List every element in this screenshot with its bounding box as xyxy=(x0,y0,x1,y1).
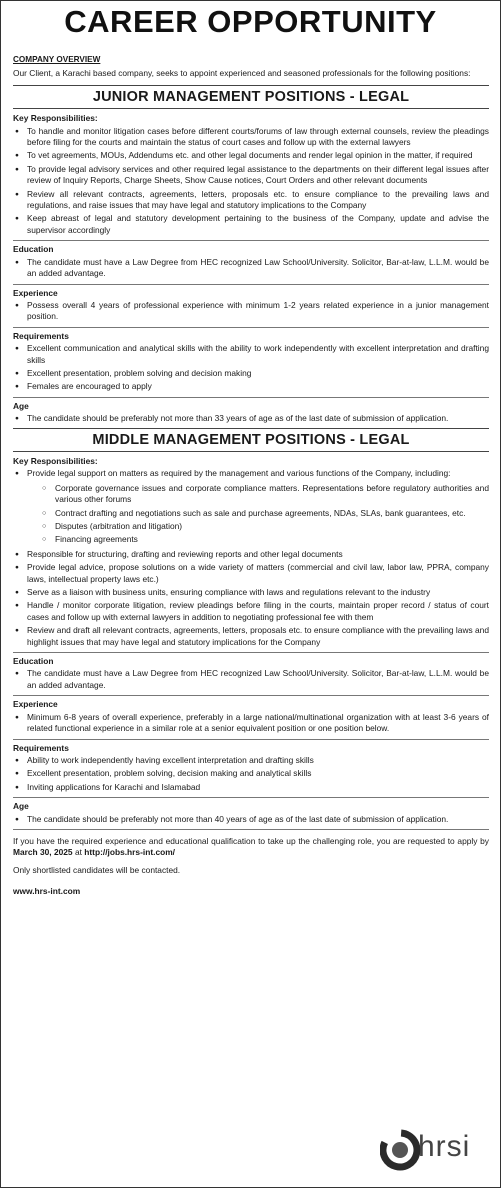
apply-at: at xyxy=(74,847,82,858)
list-item: ● The candidate must have a Law Degree from HEC recognized Law School/University. Solicitor, Bar-at-law, L.L.M. would be an added advantage. xyxy=(13,257,489,280)
junior-key-resp-heading: Key Responsibilities: xyxy=(13,113,98,124)
divider xyxy=(13,829,489,830)
apply-text: If you have the required experience and educational qualification to take up the challenging role, you are requested to apply by xyxy=(13,835,489,846)
divider xyxy=(13,284,489,285)
middle-age-heading: Age xyxy=(13,801,29,812)
logo-text: hrsi xyxy=(418,1130,471,1163)
overview-heading: COMPANY OVERVIEW xyxy=(13,55,101,64)
list-item: ● Handle / monitor corporate litigation, review pleadings before filing in the courts, maintain proper record / status of court cases and follow up with external lawyers in addition to negotiating professional fee with them xyxy=(13,600,489,623)
list-item: ● Possess overall 4 years of professional experience with minimum 1-2 years related experience in a junior management position. xyxy=(13,300,489,323)
sub-list-item: ○ Contract drafting and negotiations such as sale and purchase agreements, NDAs, SLAs, bank guarantees, etc. xyxy=(27,508,489,519)
apply-instructions xyxy=(13,836,489,859)
junior-key-resp-list xyxy=(13,126,489,237)
list-item: ● Keep abreast of legal and statutory development pertaining to the business of the Company, update and advise the supervisor accordingly xyxy=(13,213,489,236)
divider xyxy=(13,739,489,740)
deadline: March 30, 2025 xyxy=(13,847,73,858)
divider xyxy=(13,240,489,241)
sub-list-item: ○ Financing agreements xyxy=(27,534,489,545)
list-item: ● Serve as a liaison with business units, ensuring compliance with laws and regulations relevant to the industry xyxy=(13,587,489,598)
junior-requirements-heading: Requirements xyxy=(13,330,69,341)
page-title: CAREER OPPORTUNITY xyxy=(64,4,437,39)
middle-education-heading: Education xyxy=(13,656,54,667)
list-item: ● Excellent presentation, problem solving and decision making xyxy=(13,368,489,379)
list-item: ● To vet agreements, MOUs, Addendums etc. and other legal documents and render legal opinion in the matter, if required xyxy=(13,150,489,161)
junior-education-list xyxy=(13,257,489,280)
closing-block xyxy=(13,836,489,898)
middle-experience-heading: Experience xyxy=(13,699,58,710)
middle-key-resp-list xyxy=(13,468,489,648)
middle-requirements-list xyxy=(13,755,489,793)
list-item: ● Excellent communication and analytical skills with the ability to work independently with excellent interpretation and drafting skills xyxy=(13,343,489,366)
list-item: ● Review and draft all relevant contracts, agreements, letters, proposals etc. to ensure compliance with the prevailing laws and highlight issues that may have legal and statutory implications for the Company xyxy=(13,625,489,648)
junior-age-list xyxy=(13,413,489,424)
list-item: ● To provide legal advisory services and other required legal assistance to the departments on their different legal issues after review of Inquiry Reports, Charge Sheets, Show Cause notices, Court Orders and other relevant documents xyxy=(13,164,489,187)
list-item: ● Review all relevant contracts, agreements, letters, proposals etc. to ensure compliance to the prevailing laws and regulations, and raise issues that may have legal and statutory implications to the Company xyxy=(13,189,489,212)
list-item: ● To handle and monitor litigation cases before different courts/forums of law through external counsels, review the pleadings before filing for the courts and maintain the status of court cases and follow up with the external lawyers xyxy=(13,126,489,149)
junior-age-heading: Age xyxy=(13,400,29,411)
ad-content xyxy=(13,54,489,898)
junior-requirements-list xyxy=(13,343,489,393)
middle-key-resp-sublist xyxy=(27,483,489,546)
divider xyxy=(13,652,489,653)
website-link[interactable]: www.hrs-int.com xyxy=(13,886,81,897)
apply-link[interactable]: http://jobs.hrs-int.com/ xyxy=(84,847,175,858)
middle-section-title: MIDDLE MANAGEMENT POSITIONS - LEGAL xyxy=(13,428,489,452)
junior-education-heading: Education xyxy=(13,244,54,255)
list-item xyxy=(13,468,489,545)
list-item: ● Minimum 6-8 years of overall experience, preferably in a large national/multinational organization with at least 3-6 years of related functional experience in a similar role at a senior equivalent position or one position below. xyxy=(13,712,489,735)
list-item: ● The candidate should be preferably not more than 33 years of age as of the last date of submission of application. xyxy=(13,413,489,424)
junior-section-title: JUNIOR MANAGEMENT POSITIONS - LEGAL xyxy=(13,85,489,109)
divider xyxy=(13,327,489,328)
divider xyxy=(13,797,489,798)
list-item: ● The candidate must have a Law Degree from HEC recognized Law School/University. Solicitor, Bar-at-law, L.L.M. would be an added advantage. xyxy=(13,668,489,691)
list-item: ● Females are encouraged to apply xyxy=(13,381,489,392)
list-item: ● Ability to work independently having excellent interpretation and drafting skills xyxy=(13,755,489,766)
middle-key-resp-heading: Key Responsibilities: xyxy=(13,455,98,466)
list-item: ● Responsible for structuring, drafting and reviewing reports and other legal documents xyxy=(13,549,489,560)
shortlist-note: Only shortlisted candidates will be contacted. xyxy=(13,864,181,875)
middle-experience-list xyxy=(13,712,489,735)
divider xyxy=(13,695,489,696)
junior-experience-list xyxy=(13,300,489,323)
junior-experience-heading: Experience xyxy=(13,287,58,298)
sub-list-item: ○ Corporate governance issues and corporate compliance matters. Representations before regulatory authorities and various other forums xyxy=(27,483,489,506)
list-item: ● Inviting applications for Karachi and Islamabad xyxy=(13,782,489,793)
overview-text: Our Client, a Karachi based company, seeks to appoint experienced and seasoned professionals for the following positions: xyxy=(13,68,471,79)
middle-requirements-heading: Requirements xyxy=(13,742,69,753)
middle-education-list xyxy=(13,668,489,691)
divider xyxy=(13,397,489,398)
list-item: ● Provide legal advice, propose solutions on a wide variety of matters (commercial and civil law, labor law, PPRA, company laws, intellectual property laws etc.) xyxy=(13,562,489,585)
list-item-text: Provide legal support on matters as required by the management and various functions of the Company, including: xyxy=(27,468,451,479)
middle-age-list xyxy=(13,814,489,825)
list-item: ● The candidate should be preferably not more than 40 years of age as of the last date of submission of application. xyxy=(13,814,489,825)
list-item: ● Excellent presentation, problem solving, decision making and analytical skills xyxy=(13,768,489,779)
sub-list-item: ○ Disputes (arbitration and litigation) xyxy=(27,521,489,532)
